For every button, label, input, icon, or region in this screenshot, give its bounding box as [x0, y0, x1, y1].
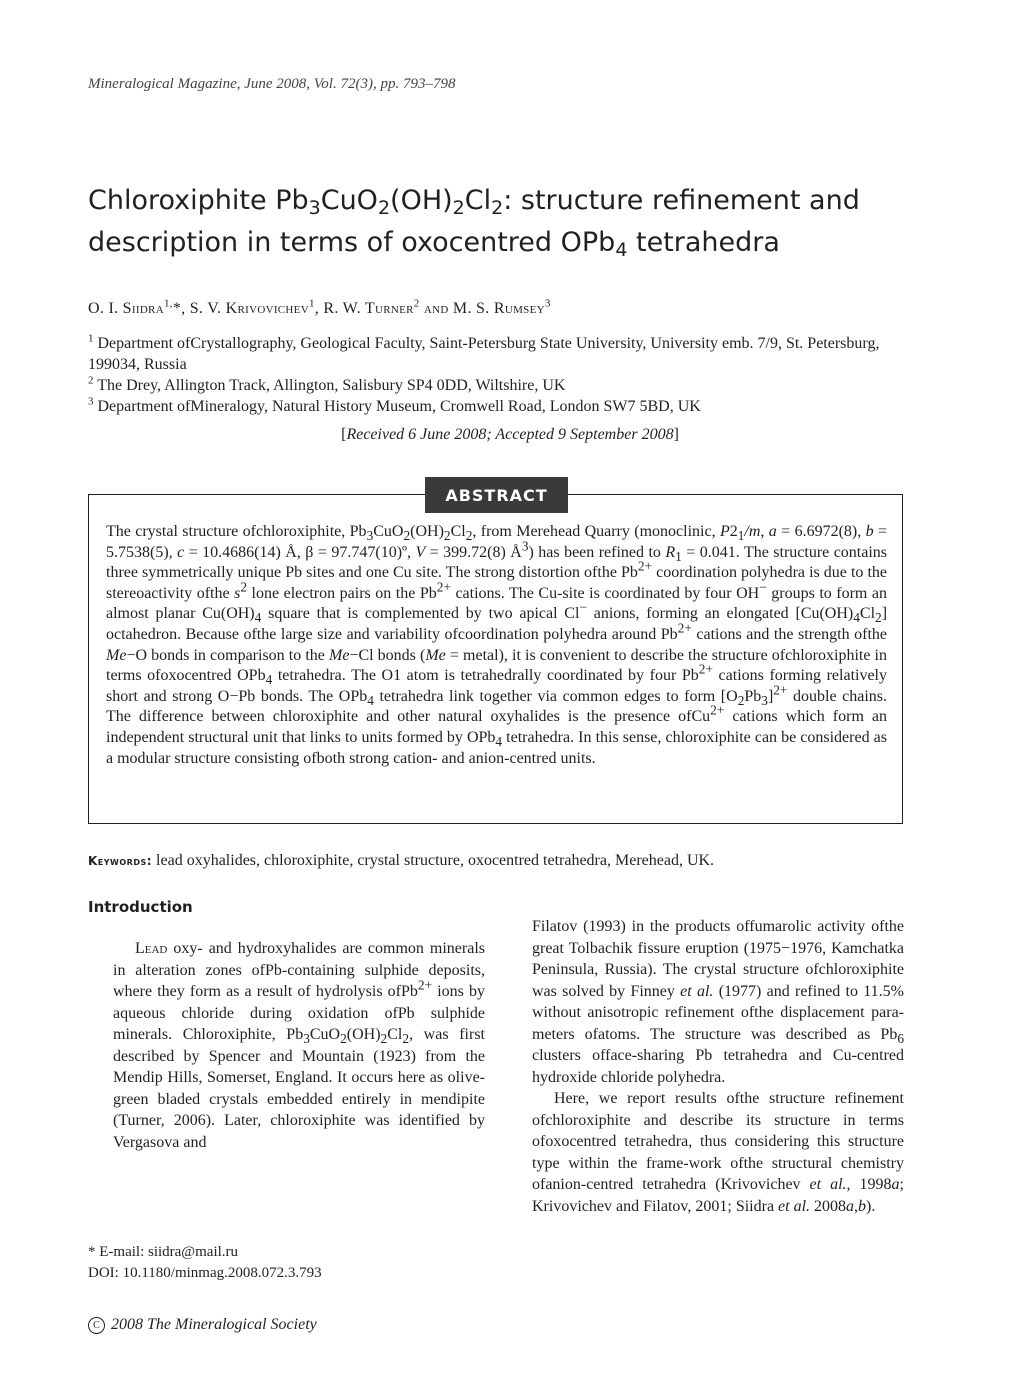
journal-citation: Mineralogical Magazine, June 2008, Vol. 72(3), pp. 793–798	[88, 76, 456, 92]
paragraph: Filatov (1993) in the products offumarolic activity ofthe great Tolbachik fissure eruption (1975−1976, Kamchatka Peninsula, Russia). The crystal structure ofchloroxiphite was solved by Finney et al. (1977) and refined to 11.5% without anisotropic refinement ofthe displacement para-meters ofatoms. The structure was described as $Pb_6$ clusters offace-sharing Pb tetrahedra and Cu-centred hydroxide chloride polyhedra.	[532, 918, 905, 1086]
paragraph: Lead oxy- and hydroxyhalides are common minerals in alteration zones ofPb-containing sulphide deposits, where they form as a result of hydrolysis ofPb$^{2+}$ ions by aqueous chloride during oxidation ofPb sulphide minerals. Chloroxiphite, $Pb_3CuO_2(OH)_2Cl_2$, was first described by Spencer and Mountain (1923) from the Mendip Hills, Somerset, England. It occurs here as olive-green bladed crystals embedded entirely in mendipite (Turner, 2006). Later, chloroxiphite was identified by Vergasova and	[113, 940, 486, 1151]
footnote-email: * E-mail: siidra@mail.ru	[88, 1244, 239, 1260]
copyright-icon: C	[88, 1317, 105, 1334]
paragraph: Here, we report results ofthe structure refinement ofchloroxiphite and describe its structure in terms ofoxocentred tetrahedra, thus considering this structure type within the frame-work ofthe structural chemistry ofanion-centred tetrahedra (Krivovichev et al., 1998a; Krivovichev and Filatov, 2001; Siidra et al. 2008a,b).	[532, 1090, 904, 1215]
affiliation-2: $^2$ The Drey, Allington Track, Allington, Salisbury SP4 0DD, Wiltshire, UK	[88, 374, 566, 394]
section-heading-introduction: Introduction	[88, 898, 193, 916]
keywords-label: Keywords:	[88, 854, 153, 868]
received-dates: [Received 6 June 2008; Accepted 9 September 2008]	[341, 426, 679, 443]
affiliations	[88, 333, 908, 417]
footnote-doi: DOI: 10.1180/minmag.2008.072.3.793	[88, 1265, 322, 1281]
copyright: C 2008 The Mineralogical Society	[88, 1316, 317, 1334]
abstract-label: ABSTRACT	[425, 477, 568, 513]
body-column-right	[532, 916, 904, 1217]
author-list: O. I. Siidra$^{1,}$*, S. V. Krivovichev$^1$, R. W. Turner$^2$ and M. S. Rumsey$^3$	[88, 297, 551, 317]
body-column-left	[113, 938, 485, 1153]
article-title: Chloroxiphite $Pb_3CuO_2(OH)_2Cl_2$: structure refinement and description in terms of oxocentred OPb$_4$ tetrahedra	[88, 185, 860, 261]
keywords: Keywords: lead oxyhalides, chloroxiphite, crystal structure, oxocentred tetrahedra, Merehead, UK.	[88, 852, 715, 869]
affiliation-1: $^1$ Department ofCrystallography, Geological Faculty, Saint-Petersburg State University, University emb. 7/9, St. Petersburg, 199034, Russia	[88, 332, 880, 373]
corresponding-author-mark: *	[172, 300, 182, 317]
abstract-text: The crystal structure ofchloroxiphite, $Pb_3CuO_2(OH)_2Cl_2$, from Merehead Quarry (monoclinic, $P2_1/m$, a = 6.6972(8), b = 5.7538(5), c = 10.4686(14) Å, β = 97.747(10)º, V = 399.72(8) $Å^3$) has been refined to $R_1 = 0.041$. The structure contains three symmetrically unique Pb sites and one Cu site. The strong distortion ofthe $Pb^{2+}$ coordination polyhedra is due to the stereoactivity ofthe $s^2$ lone electron pairs on the $Pb^{2+}$ cations. The Cu-site is coordinated by four OH− groups to form an almost planar $Cu(OH)_4$ square that is complemented by two apical Cl− anions, forming an elongated $[Cu(OH)_4Cl_2]$ octahedron. Because ofthe large size and variability ofcoordination polyhedra around $Pb^{2+}$ cations and the strength ofthe Me−O bonds in comparison to the Me−Cl bonds (Me = metal), it is convenient to describe the structure ofchloroxiphite in terms ofoxocentred OPb$_4$ tetrahedra. The O1 atom is tetrahedrally coordinated by four $Pb^{2+}$ cations forming relatively short and strong O−Pb bonds. The OPb$_4$ tetrahedra link together via common edges to form $[O_2Pb_3]^{2+}$ double chains. The difference between chloroxiphite and other natural oxyhalides is the presence ofCu$^{2+}$ cations which form an independent structural unit that links to units formed by OPb$_4$ tetrahedra. In this sense, chloroxiphite can be considered as a modular structure consisting ofboth strong cation- and anion-centred units.	[106, 523, 888, 767]
affiliation-3: $^3$ Department ofMineralogy, Natural History Museum, Cromwell Road, London SW7 5BD, UK	[88, 395, 701, 415]
footnote	[88, 1242, 322, 1284]
